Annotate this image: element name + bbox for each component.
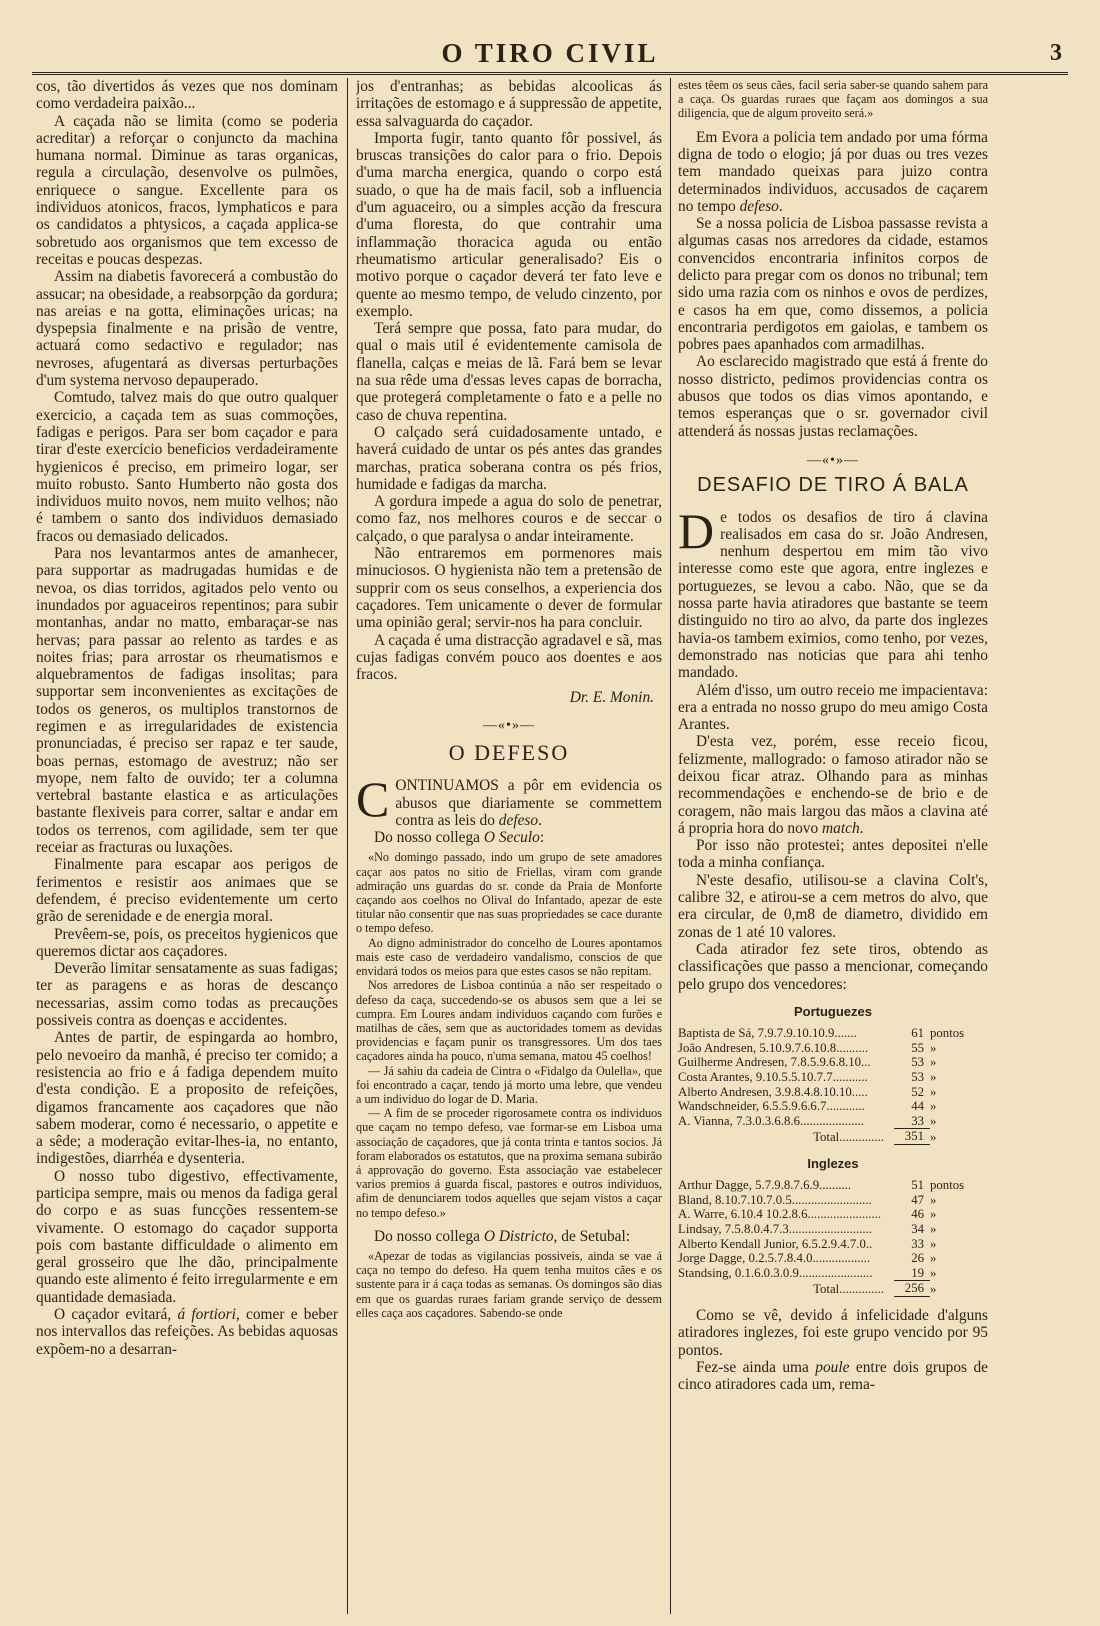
paragraph: Comtudo, talvez mais do que outro qualquer exercicio, a caçada tem as suas commoções, fadigas e perigos. Para ser bom caçador e para tirar d'este exercicio beneficios verdadeiramente hygienicos é preciso, em primeiro logar, ser muito robusto. Santo Humberto não gosta dos individuos muito novos, nem muito velhos; não é tambem o santo dos individuos demasiado fracos ou demasiado delicados. (36, 389, 338, 545)
total-label: Total.............. (813, 1129, 884, 1144)
ornament-divider: —«•»— (483, 717, 535, 733)
unit-cell: » (930, 1084, 937, 1099)
paragraph: Ao esclarecido magistrado que está á frente do nosso districto, pedimos providencias contra os abusos que todos os dias vimos apontando, e temos esperanças que o sr. governador civil attenderá ás nossas justas reclamações. (678, 353, 988, 440)
table-row (678, 1193, 988, 1208)
unit-cell: » (930, 1192, 937, 1207)
paragraph: Terá sempre que possa, fato para mudar, do qual o mais util é evidentemente camisola de flanella, calças e meias de lã. Fará bem se levar na sua rêde uma d'essas leves capas de borracha, que protegerá completamente o fato e a pelle no caso de chuva repentina. (356, 320, 662, 424)
total-points: 351 (894, 1129, 930, 1145)
quote-paragraph: Ao digno administrador do concelho de Loures apontamos mais este caso de verdadeiro vandalismo, conscios de que envidará todos os meios para que estes casos se não repitam. (356, 935, 662, 979)
paragraph: Além d'isso, um outro receio me impacientava: era a entrada no nosso grupo do meu amigo Costa Arantes. (678, 681, 988, 734)
text-run: D'esta vez, porém, esse receio ficou, felizmente, mallogrado: o famoso atirador não se deixou ficar atraz. Olhando para as minhas recommendações e enchendo-se de brio e de coragem, não mais largou das mãos a clavina até á propria hora do novo (678, 733, 988, 837)
column-rule-2 (670, 78, 671, 1614)
quote-paragraph: Nos arredores de Lisboa continúa a não ser respeitado o defeso da caça, succedendo-se os abusos sem que a lei se cumpra. Em Loures andam individuos caçando com furões e matilhas de cães, sem que as auctoridades tomem as devidas providencias e façam punir os transgressores. Um dos taes caçadores ainda ha pouco, n'uma semana, matou 45 coelhos! (356, 978, 662, 1064)
text-run: ONTINUAMOS (395, 777, 499, 795)
points-cell: 47 (911, 1192, 924, 1207)
points-cell: 34 (911, 1221, 924, 1236)
unit-cell: » (930, 1266, 937, 1281)
paragraph: Deverão limitar sensatamente as suas fadigas; ter as paragens e as horas de descanço necessarias, assim como todas as precauções possiveis contra as doenças e accidentes. (36, 960, 338, 1030)
paragraph: Se a nossa policia de Lisboa passasse revista a algumas casas nos arredores da cidade, estamos convencidos encontraria infinitos corpos de delicto para pregar com os donos no tribunal; tem sido uma razia com os ninhos e ovos de perdizes, e casos ha em que, como dissemos, a policia encontraria perdigotos em gaiolas, e tambem os pobres paes apanhados com armadilhas. (678, 215, 988, 354)
paragraph: O calçado será cuidadosamente untado, e haverá cuidado de untar os pés antes das grandes marchas, pratica soberana contra os pés frios, humidade e fadigas da marcha. (356, 423, 662, 493)
shooter-cell: A. Vianna, 7.3.0.3.6.8.6.................... (678, 1114, 864, 1129)
paragraph (678, 129, 988, 215)
text-run: O caçador evitará, (54, 1306, 178, 1324)
points-cell: 33 (911, 1113, 924, 1128)
paragraph (356, 1228, 662, 1245)
shooter-cell: Jorge Dagge, 0.2.5.7.8.4.0.................. (678, 1251, 871, 1266)
points-cell: 51 (911, 1178, 924, 1193)
paragraph: A caçada não se limita (como se poderia acreditar) a reforçar o conjuncto da machina humana normal. Diminue as taras organicas, regula a circulação, desenvolve os pulmões, enriquece o sangue. Excellente para os individuos atonicos, fracos, lymphaticos e para os candidatos a phtysicos, a caçada applica-se sobretudo aos organismos que tem excesso de receitas e poucas despezas. (36, 112, 338, 268)
table-row (678, 1026, 988, 1041)
paragraph (678, 733, 988, 837)
drop-cap: C (356, 771, 390, 828)
shooter-cell: Bland, 8.10.7.10.7.0.5......................... (678, 1192, 872, 1207)
shooter-cell: Standsing, 0.1.6.0.3.0.9....................... (678, 1266, 873, 1281)
shooter-cell: João Andresen, 5.10.9.7.6.10.8.......... (678, 1040, 869, 1055)
drop-cap: D (678, 502, 715, 559)
italic-text: defeso (498, 811, 539, 829)
table-row (678, 1041, 988, 1056)
paragraph: Antes de partir, de espingarda ao hombro, pelo nevoeiro da manhã, é preciso ter comido; a resistencia ao frio e á fadiga dependem muito d'esta condição. E a proposito de refeições, digamos francamente aos caçadores que não sabem moderar, como é necessario, o appetite e a sêde; a moderação evitar-lhes-ia, no entanto, indigestões, diarrhéa e dysenteria. (36, 1029, 338, 1168)
paragraph: N'este desafio, utilisou-se a clavina Colt's, calibre 32, e atirou-se a cem metros do alvo, que era circular, de 0,m8 de diametro, dividido em zonas de 1 até 10 valores. (678, 871, 988, 941)
unit-cell: » (930, 1099, 937, 1114)
quote-paragraph: — A fim de se proceder rigorosamete contra os individuos que caçam no tempo defeso, vae formar-se em Lisboa uma associação de caçadores, que já conta trinta e tantos socios. Já foram elaborados os estatutos, que na proxima semana subirão á approvação do governo. Esta associação vae estabelecer varios premios á guarda fiscal, pastores e outros individuos, afim de denunciarem todos aquelles que sejam vistos a caçar no tempo defeso.» (356, 1106, 662, 1220)
shooter-cell: A. Warre, 6.10.4 10.2.8.6....................... (678, 1207, 882, 1222)
shooter-cell: Alberto Andresen, 3.9.8.4.8.10.10..... (678, 1084, 868, 1099)
unit-cell: » (930, 1281, 937, 1296)
shooter-cell: Guilherme Andresen, 7.8.5.9.6.8.10... (678, 1055, 871, 1070)
page-header (32, 34, 1068, 75)
text-run: Do nosso collega (374, 829, 484, 847)
author-signature: Dr. E. Monin. (569, 689, 654, 707)
paragraph: Para nos levantarmos antes de amanhecer, para supportar as madrugadas humidas e de nevoa, os dias torridos, agitados pelo vento ou inundados por aguaceiros repentinos; para subir montanhas, andar no matto, embaraçar-se nas hervas; para passar ao relento as tardes e as noites frias; para arrostar os rheumatismos e alquebramentos de fadigas insolitas; para supportar sem inconvenientes as excitações de todos os generos, os multiplos transtornos de regimen e as irregularidades de existencia pronunciadas, é preciso ser rapaz e ter saude, boas pernas, estomago de avestruz; não ser myope, nem falto de ouvido; ter a columna vertebral bastante elastica e as articulações bastante flexiveis para correr, saltar e andar em todos os terrenos, com agilidade, sem ter que receiar as fracturas ou luxações. (36, 545, 338, 857)
table-row (678, 1251, 988, 1266)
shooter-cell: Alberto Kendall Junior, 6.5.2.9.4.7.0.. (678, 1236, 873, 1251)
total-row (678, 1129, 988, 1145)
paragraph: Como se vê, devido á infelicidade d'alguns atiradores inglezes, foi este grupo vencido por 95 pontos. (678, 1306, 988, 1359)
points-cell: 61 (911, 1026, 924, 1041)
column-3 (678, 78, 988, 1618)
paragraph: Finalmente para escapar aos perigos de ferimentos e resistir aos animaes que se defendem, é preciso evidentemente um certo grão de serenidade e de energia moral. (36, 856, 338, 926)
table-row (678, 1099, 988, 1114)
unit-cell: » (930, 1040, 937, 1055)
table-row (678, 1070, 988, 1085)
newspaper-title: O TIRO CIVIL (441, 38, 659, 68)
shooter-cell: Lindsay, 7.5.8.0.4.7.3.......................... (678, 1221, 872, 1236)
paragraph (678, 1359, 988, 1394)
text-run: , comer e beber nos intervallos das refeições. As bebidas aquosas expõem-no a desarran- (36, 1306, 338, 1358)
section-intro (356, 771, 662, 829)
paragraph: Importa fugir, tanto quanto fôr possivel, ás bruscas transições do calor para o frio. Depois d'uma marcha energica, quando o corpo está suado, o que ha de mais facil, sob a influencia d'um aguaceiro, ou a simples acção da frescura d'uma floresta, do que contrahir uma inflammação thoracica aguda ou então rheumatismo articular generalisado? Eis o motivo porque o caçador deverá ter fato leve e quente ao mesmo tempo, de veludo cinzento, por exemplo. (356, 129, 662, 320)
text-run: Fez-se ainda uma (696, 1358, 816, 1376)
table-row (678, 1085, 988, 1100)
quoted-article (356, 850, 662, 1219)
unit-cell: » (930, 1207, 937, 1222)
table-row (678, 1114, 988, 1129)
italic-text: O Districto (483, 1227, 554, 1245)
score-table-english (678, 1178, 988, 1297)
points-cell: 26 (911, 1251, 924, 1266)
section-intro (678, 502, 988, 682)
text-run: : (539, 829, 545, 847)
unit-cell: » (930, 1114, 937, 1129)
points-cell: 55 (911, 1040, 924, 1055)
total-row (678, 1281, 988, 1297)
unit-cell: » (930, 1251, 937, 1266)
points-cell: 33 (911, 1236, 924, 1251)
points-cell: 46 (911, 1207, 924, 1222)
quote-paragraph: estes têem os seus cães, facil seria saber-se quando sahem para a caça. Os guardas ruraes que façam aos domingos a sua diligencia, que de algum proveito será.» (678, 78, 988, 121)
text-run: , de Setubal: (553, 1227, 631, 1245)
paragraph: Cada atirador fez sete tiros, obtendo as classificações que passo a mencionar, começando pelo grupo dos vencedores: (678, 940, 988, 993)
points-cell: 19 (911, 1265, 924, 1280)
table-row (678, 1237, 988, 1252)
quote-paragraph: «Apezar de todas as vigilancias possiveis, ainda se vae á caça no tempo do defeso. Ha quem tenha muitos cães e os sustente para ir á caça todas as semanas. Os domingos são dias em que os guardas ruraes fariam grande serviço de dessem elles caça aos caçadores. Sabendo-se onde (356, 1249, 662, 1320)
table-row (678, 1178, 988, 1193)
shooter-cell: Costa Arantes, 9.10.5.5.10.7.7........... (678, 1069, 868, 1084)
text-run: Em Evora a policia tem andado por uma fórma digna de todo o elogio; já por duas ou tres vezes tem mandado queixas para juizo contra determinados individuos, accusados de caçarem no tempo (678, 128, 988, 215)
points-cell: 53 (911, 1069, 924, 1084)
paragraph: Por isso não protestei; antes depositei n'elle toda a minha confiança. (678, 837, 988, 872)
paragraph (36, 1306, 338, 1358)
shooter-cell: Baptista de Sá, 7.9.7.9.10.10.9....... (678, 1026, 857, 1041)
column-2 (356, 78, 662, 1618)
paragraph: jos d'entranhas; as bebidas alcoolicas ás irritações de estomago e á suppressão de appetite, essa salvaguarda do caçador. (356, 78, 662, 130)
italic-text: poule (815, 1358, 850, 1376)
points-cell: 52 (911, 1084, 924, 1099)
italic-text: match (822, 819, 860, 837)
quoted-article (678, 78, 988, 121)
paragraph: Não entraremos em pormenores mais minuciosos. O hygienista não tem a pretensão de supprir com os seus conselhos, a experiencia dos caçadores. Tem unicamente o dever de formular uma opinião geral; servir-nos ha para concluir. (356, 545, 662, 632)
text-run: . (538, 811, 542, 829)
paragraph: A caçada é uma distracção agradavel e sã, mas cujas fadigas convém pouco aos doentes e aos fracos. (356, 631, 662, 684)
quoted-article (356, 1249, 662, 1320)
points-cell: 53 (911, 1055, 924, 1070)
section-title: O DEFESO (448, 739, 570, 765)
column-1 (36, 78, 338, 1618)
total-points: 256 (894, 1281, 930, 1297)
unit-cell: » (930, 1055, 937, 1070)
paragraph (356, 829, 662, 846)
table-row (678, 1207, 988, 1222)
italic-text: á fortiori (177, 1306, 236, 1324)
text-run: Do nosso collega (374, 1227, 484, 1245)
text-run: . (859, 819, 864, 837)
unit-cell: pontos (930, 1178, 965, 1193)
table-row (678, 1266, 988, 1281)
unit-cell: » (930, 1129, 937, 1144)
text-run: . (778, 197, 783, 215)
table-heading-english: Inglezes (807, 1155, 859, 1171)
table-heading-portuguese: Portuguezes (793, 1003, 872, 1019)
italic-text: defeso (739, 197, 779, 215)
paragraph: Prevêem-se, pois, os preceitos hygienicos que queremos dictar aos caçadores. (36, 925, 338, 960)
shooter-cell: Arthur Dagge, 5.7.9.8.7.6.9.......... (678, 1178, 852, 1193)
italic-text: O Seculo (483, 829, 540, 847)
paragraph: Assim na diabetis favorecerá a combustão do assucar; na obesidade, a reabsorpção da gordura; nas areias e na gotta, eliminações uricas; na dyspepsia finalmente e na prisão de ventre, actuará como sedactivo e regulador; nas nevroses, afugentará as diversas perturbações d'um systema nervoso depauperado. (36, 268, 338, 390)
text-run: a pôr em evidencia os abusos que diariamente se commettem contra as leis do (395, 777, 662, 829)
score-table-portuguese (678, 1026, 988, 1145)
text-run: entre dois grupos de cinco atiradores cada um, rema- (678, 1358, 988, 1394)
ornament-divider: —«•»— (807, 452, 859, 468)
text-run: e todos os desafios de tiro á clavina realisados em casa do sr. João Andresen, nenhum despertou em mim tão vivo interesse como este que agora, entre inglezes e portuguezes, se levou a cabo. Não, que se da nossa parte havia atiradores que bastante se teem distinguido no tiro ao alvo, da parte dos inglezes havia-os tambem eximios, como tenho, por vezes, demonstrado nas noticias que para ahi tenho mandado. (678, 508, 988, 682)
shooter-cell: Wandschneider, 6.5.5.9.6.6.7............ (678, 1099, 865, 1114)
total-label: Total.............. (813, 1281, 884, 1296)
points-cell: 44 (911, 1099, 924, 1114)
quote-paragraph: — Já sahiu da cadeia de Cintra o «Fidalgo da Oulella», que foi encontrado a caçar, tendo já morto uma lebre, que vendeu a um individuo do logar de D. Maria. (356, 1063, 662, 1106)
paragraph: A gordura impede a agua do solo de penetrar, como faz, nos melhores couros e de seccar o calçado, o que paralysa o andar inteiramente. (356, 493, 662, 545)
column-rule-1 (347, 78, 348, 1614)
unit-cell: pontos (930, 1026, 965, 1041)
unit-cell: » (930, 1221, 937, 1236)
page-number: 3 (1050, 40, 1062, 66)
unit-cell: » (930, 1236, 937, 1251)
table-row (678, 1055, 988, 1070)
quote-paragraph: «No domingo passado, indo um grupo de sete amadores caçar aos patos no sitio de Friellas, viram com grande admiração uns guardas do sr. conde da Praia de Monforte caçando aos coelhos no Olival do Infantado, apezar de este titular não consentir que nas suas propriedades se cace durante o tempo defeso. (356, 850, 662, 936)
paragraph: cos, tão divertidos ás vezes que nos dominam como verdadeira paixão... (36, 78, 338, 113)
section-title: DESAFIO DE TIRO Á BALA (697, 474, 969, 497)
table-row (678, 1222, 988, 1237)
paragraph: O nosso tubo digestivo, effectivamente, participa sempre, mais ou menos da fadiga geral do corpo e as suas funcções ressentem-se vivamente. O estomago do caçador supporta pois com bastante difficuldade o alimento em geral grosseiro que lhe dão, principalmente quando este alimento é feito irregularmente e em quantidade demasiada. (36, 1167, 338, 1306)
unit-cell: » (930, 1069, 937, 1084)
